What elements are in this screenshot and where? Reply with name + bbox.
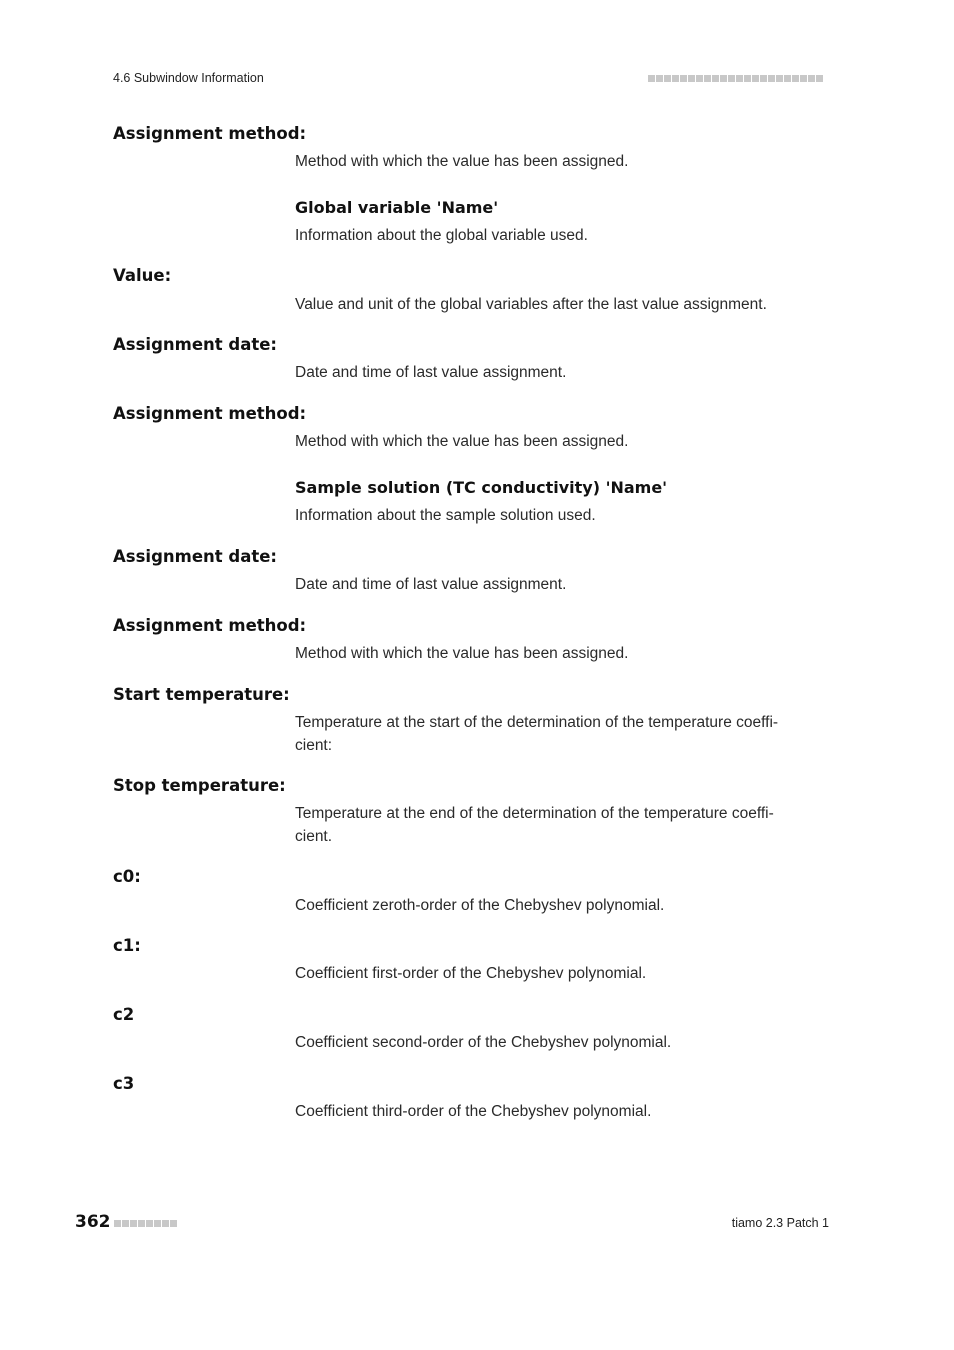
footer-dot-bar xyxy=(114,1220,177,1227)
desc-assignment-method: Method with which the value has been assigned. xyxy=(295,433,629,450)
term-value: Value: xyxy=(113,266,172,285)
desc-line: cient. xyxy=(295,828,333,845)
footer-product: tiamo 2.3 Patch 1 xyxy=(731,1216,829,1230)
term-assignment-method: Assignment method: xyxy=(113,616,307,635)
desc-start-temperature xyxy=(295,711,825,757)
term-assignment-date: Assignment date: xyxy=(113,547,278,566)
desc-line: cient: xyxy=(295,737,333,754)
desc-stop-temperature xyxy=(295,802,825,848)
term-c1: c1: xyxy=(113,936,141,955)
term-assignment-method: Assignment method: xyxy=(113,404,307,423)
term-stop-temperature: Stop temperature: xyxy=(113,776,286,795)
desc-c1: Coefficient first-order of the Chebyshev polynomial. xyxy=(295,965,647,982)
page-number: 362 xyxy=(75,1212,111,1232)
header-dot-bar xyxy=(648,75,823,82)
running-header-section: 4.6 Subwindow Information xyxy=(113,71,264,85)
desc-c0: Coefficient zeroth-order of the Chebyshev polynomial. xyxy=(295,897,665,914)
desc-line: Temperature at the end of the determination of the temperature coeffi- xyxy=(295,805,774,822)
desc-assignment-date: Date and time of last value assignment. xyxy=(295,364,567,381)
desc-global-variable: Information about the global variable used. xyxy=(295,227,588,244)
desc-sample-solution: Information about the sample solution used. xyxy=(295,507,596,524)
term-start-temperature: Start temperature: xyxy=(113,685,290,704)
subheading-global-variable: Global variable 'Name' xyxy=(295,198,499,217)
desc-assignment-method: Method with which the value has been assigned. xyxy=(295,645,629,662)
desc-c3: Coefficient third-order of the Chebyshev polynomial. xyxy=(295,1103,652,1120)
subheading-sample-solution: Sample solution (TC conductivity) 'Name' xyxy=(295,478,668,497)
desc-c2: Coefficient second-order of the Chebyshev polynomial. xyxy=(295,1034,672,1051)
term-c3: c3 xyxy=(113,1074,135,1093)
desc-assignment-date: Date and time of last value assignment. xyxy=(295,576,567,593)
desc-line: Temperature at the start of the determination of the temperature coeffi- xyxy=(295,714,779,731)
desc-value: Value and unit of the global variables after the last value assignment. xyxy=(295,296,767,313)
desc-assignment-method: Method with which the value has been assigned. xyxy=(295,153,629,170)
term-assignment-method: Assignment method: xyxy=(113,124,307,143)
term-c2: c2 xyxy=(113,1005,135,1024)
term-assignment-date: Assignment date: xyxy=(113,335,278,354)
term-c0: c0: xyxy=(113,867,141,886)
